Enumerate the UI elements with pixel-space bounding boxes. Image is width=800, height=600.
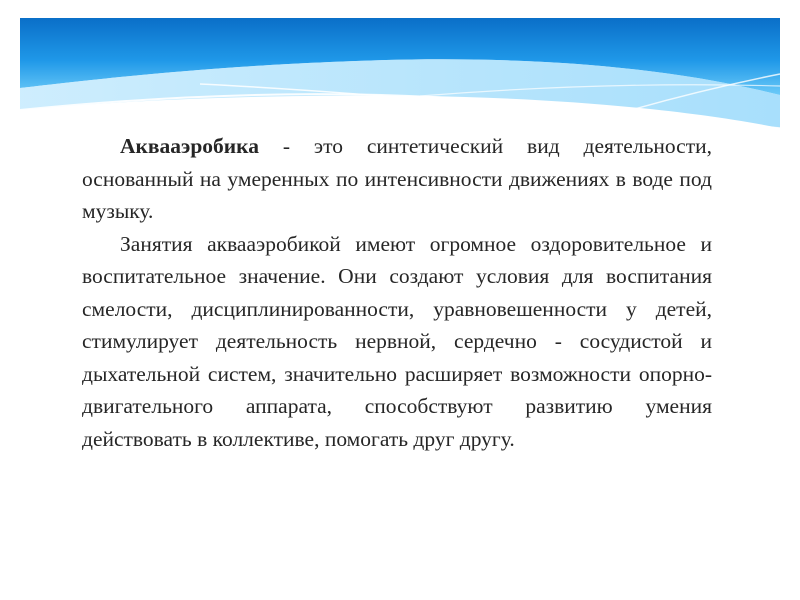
definition-text: - это синтетический вид деятельности, основанный на умеренных по интенсивности движениях в воде под музыку. [82, 134, 712, 223]
body-text [82, 130, 712, 455]
header-wave-banner [0, 0, 800, 140]
paragraph-definition [82, 130, 712, 228]
paragraph-benefits: Занятия аквааэробикой имеют огромное оздоровительное и воспитательное значение. Они создают условия для воспитания смелости, дисциплинированности, уравновешенности у детей, стимулирует деятельность нервной, сердечно - сосудистой и дыхательной систем, значительно расширяет возможности опорно-двигательного аппарата, способствуют развитию умения действовать в коллективе, помогать друг другу. [82, 231, 712, 451]
term-aquaaerobics: Аквааэробика [120, 134, 259, 158]
